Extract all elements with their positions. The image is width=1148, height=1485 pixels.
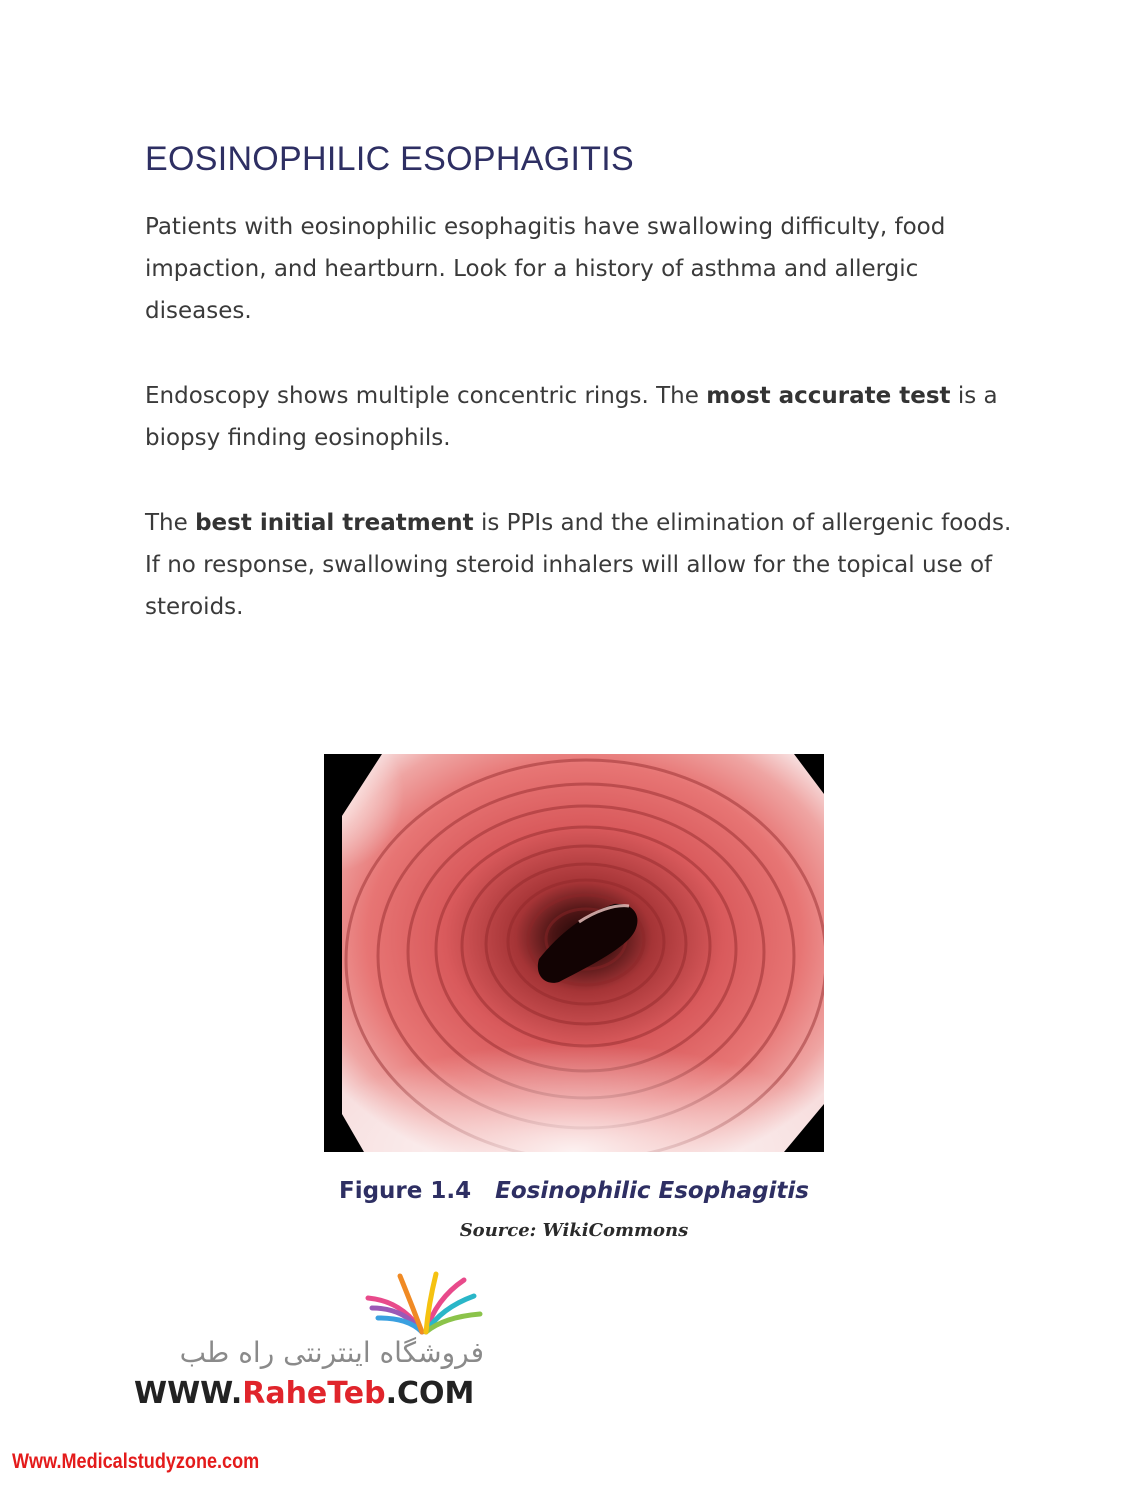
watermark-url-prefix: WWW. xyxy=(134,1376,243,1411)
most-accurate-test-label: most accurate test xyxy=(706,383,951,409)
paragraph-symptoms: Patients with eosinophilic esophagitis have swallowing difficulty, food impaction, and heartburn. Look for a history of asthma and allergic diseases. xyxy=(145,214,946,324)
best-initial-treatment-label: best initial treatment xyxy=(195,510,474,536)
paragraph-diagnosis xyxy=(145,375,1025,459)
watermark-url xyxy=(134,1376,474,1411)
paragraph-treatment-text-1: The xyxy=(145,510,196,536)
open-book-logo-icon xyxy=(360,1270,490,1340)
raheteb-watermark xyxy=(120,1270,500,1420)
watermark-persian-text: فروشگاه اینترنتی راه طب xyxy=(179,1336,484,1369)
paragraph-treatment-text-2: is PPIs and the elimination of allergenic foods. If no response, swallowing steroid inhalers will allow for the topical use of steroids. xyxy=(145,510,1012,620)
paragraph-treatment xyxy=(145,502,1025,628)
watermark-url-brand: RaheTeb xyxy=(242,1376,386,1411)
figure-number: Figure 1.4 xyxy=(338,1178,472,1204)
paragraph-diagnosis-text-1: Endoscopy shows multiple concentric rings. The xyxy=(145,383,707,409)
endoscopy-image xyxy=(324,754,824,1152)
figure-caption xyxy=(0,1178,1148,1204)
endoscopy-photo-graphic xyxy=(324,754,824,1152)
watermark-url-suffix: .COM xyxy=(385,1376,475,1411)
page-title: EOSINOPHILIC ESOPHAGITIS xyxy=(145,140,634,178)
footer-site-url: Www.Medicalstudyzone.com xyxy=(12,1450,260,1473)
figure-title: Eosinophilic Esophagitis xyxy=(495,1178,809,1204)
paragraph-diagnosis-text-2: is a biopsy finding eosinophils. xyxy=(145,383,998,451)
figure-source: Source: WikiCommons xyxy=(459,1220,689,1241)
